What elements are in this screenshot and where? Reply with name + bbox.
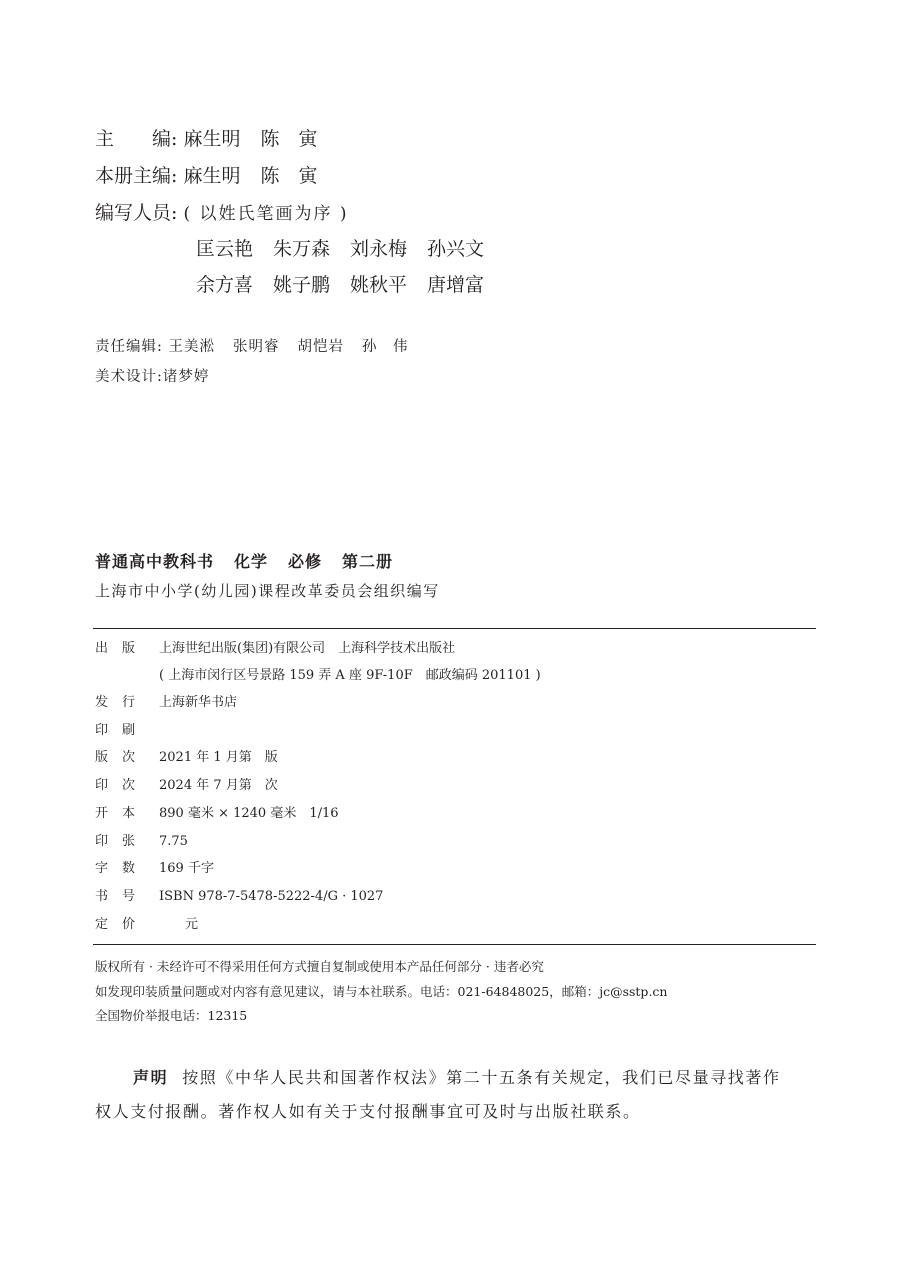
writers-row-2: 余方喜 姚子鹏 姚秋平 唐增富 <box>196 274 485 296</box>
writers-line: 编写人员: ( 以姓氏笔画为序 ) <box>95 202 349 224</box>
chief-editor-line: 主 编 : 麻生明 陈 寅 <box>95 127 337 151</box>
art-design-line <box>95 367 209 387</box>
statement-line-2: 权人支付报酬。著作权人如有关于支付报酬事宜可及时与出版社联系。 <box>95 1102 641 1121</box>
chief-editor-label: 主 编 <box>95 128 171 150</box>
volume-chief-label: 本册主编 <box>95 165 172 187</box>
statement-keyword: 声明 <box>133 1068 169 1087</box>
price-report-notice: 全国物价举报电话：12315 <box>95 1008 248 1023</box>
info-row-printer: 印 刷 <box>95 723 136 738</box>
volume-chief-names: 麻生明 陈 寅 <box>183 165 318 187</box>
info-row-price: 定 价 元 <box>95 917 199 932</box>
writers-row-1: 匡云艳 朱万森 刘永梅 孙兴文 <box>196 238 485 260</box>
info-row-printing: 印 次 2024 年 7 月第 次 <box>95 778 278 793</box>
chief-editor-names: 麻生明 陈 寅 <box>183 128 318 150</box>
info-row-distributor: 发 行 上海新华书店 <box>95 695 238 710</box>
responsible-editors-names: 王美淞 张明睿 胡恺岩 孙 伟 <box>168 339 409 355</box>
info-row-isbn: 书 号 ISBN 978-7-5478-5222-4/G · 1027 <box>95 889 384 904</box>
art-design-label: 美术设计: <box>95 369 163 385</box>
info-row-edition: 版 次 2021 年 1 月第 版 <box>95 750 278 765</box>
quality-contact-notice: 如发现印装质量问题或对内容有意见建议，请与本社联系。电话：021-64848025，邮箱：jc@sstp.cn <box>95 984 668 999</box>
info-row-format: 开 本 890 毫米 × 1240 毫米 1/16 <box>95 806 339 821</box>
book-title: 普通高中教科书 化学 必修 第二册 <box>95 552 394 571</box>
organizer-line: 上海市中小学(幼儿园)课程改革委员会组织编写 <box>95 582 440 600</box>
copyright-notice: 版权所有 · 未经许可不得采用任何方式擅自复制或使用本产品任何部分 · 违者必究 <box>95 959 544 974</box>
responsible-editors-label: 责任编辑: <box>95 339 163 355</box>
info-row-sheets: 印 张 7.75 <box>95 834 188 849</box>
info-row-word-count: 字 数 169 千字 <box>95 861 214 876</box>
writers-label: 编写人员 <box>95 202 172 224</box>
statement-line-1: 声明 按照《中华人民共和国著作权法》第二十五条有关规定，我们已尽量寻找著作 <box>133 1068 781 1087</box>
bottom-divider <box>93 944 816 945</box>
writers-note: ( 以姓氏笔画为序 ) <box>183 204 349 224</box>
info-row-publisher: 出 版 上海世纪出版(集团)有限公司 上海科学技术出版社 <box>95 641 456 656</box>
top-divider <box>93 628 816 629</box>
art-design-name: 诸梦婷 <box>162 369 210 385</box>
volume-chief-editor-line: 本册主编: 麻生明 陈 寅 <box>95 164 338 188</box>
info-row-address: ( 上海市闵行区号景路 159 弄 A 座 9F-10F 邮政编码 201101 ) <box>159 668 541 683</box>
responsible-editors-line <box>95 337 427 357</box>
